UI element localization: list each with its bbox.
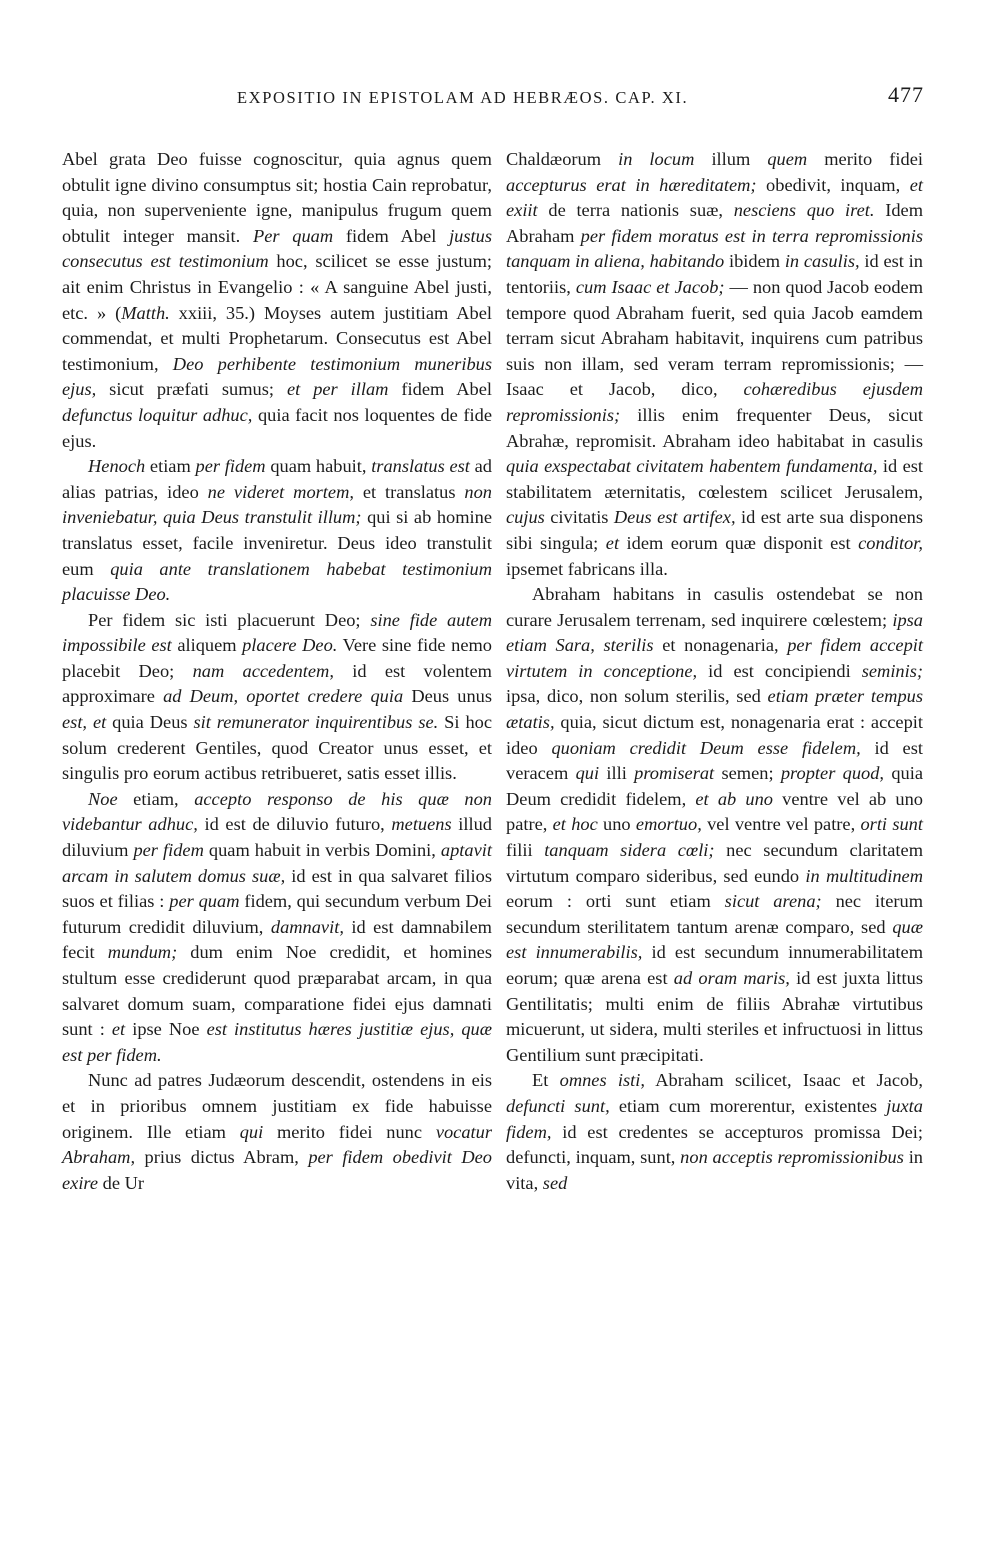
italic-text: ad oram maris, — [673, 968, 790, 988]
italic-text: defuncti sunt, — [506, 1095, 610, 1116]
text-run: Abraham scilicet, Isaac et Jacob, — [644, 1070, 923, 1091]
italic-text: Matth. — [121, 302, 170, 323]
text-run: illum — [694, 149, 768, 169]
text-run: eorum : orti sunt etiam — [506, 891, 725, 912]
italic-text: nesciens quo iret. — [733, 200, 875, 221]
text-run: id est veracem — [506, 737, 923, 784]
paragraph — [62, 454, 492, 608]
text-run: Per fidem sic isti placuerunt Deo; — [88, 609, 371, 630]
text-run: aliquem — [171, 635, 243, 656]
text-run: Abel grata Deo fuisse cognoscitur, quia agnus quem obtulit igne divino consumptus sit; hostia Cain reprobatur, quia, non superveniente igne, manipulus frugum quem obtulit integer mansit. — [62, 149, 492, 246]
italic-text: sed — [542, 1172, 568, 1193]
italic-text: est institutus hæres justitiæ ejus, quæ est per fidem. — [62, 1019, 493, 1065]
text-run: illud diluvium — [62, 814, 492, 861]
italic-text: quoniam credidit Deum esse fidelem, — [551, 737, 861, 758]
italic-text: qui — [575, 763, 600, 784]
italic-text: Noe — [88, 788, 118, 809]
italic-text: omnes isti, — [559, 1070, 645, 1091]
text-run: id est in tentoriis, — [506, 251, 923, 297]
paragraph — [506, 582, 923, 1068]
text-run: ibidem — [724, 251, 785, 272]
text-run: Deus unus — [403, 686, 492, 707]
italic-text: quem — [767, 149, 808, 169]
text-run: id est secundum innumerabilitatem eorum; quæ arena est — [506, 942, 924, 988]
running-title: EXPOSITIO IN EPISTOLAM AD HEBRÆOS. CAP. XI. — [237, 88, 689, 107]
italic-text: ipsa etiam Sara, sterilis — [506, 609, 923, 656]
italic-text: promiserat — [634, 763, 715, 784]
text-run: quam habuit, — [265, 456, 372, 477]
text-run: qui si ab homine translatus esset, facile inveniretur. Deus ideo transtulit eum — [62, 507, 492, 579]
italic-text: cujus — [506, 507, 545, 528]
text-run: Nunc ad patres Judæorum descendit, ostendens in eis et in prioribus omnem justitiam ex fide habuisse originem. Ille etiam — [62, 1070, 492, 1142]
page-header — [62, 82, 924, 118]
italic-text: et hoc — [552, 814, 598, 835]
italic-text: et per illam — [286, 379, 389, 400]
text-run: hoc, scilicet se esse justum; ait enim Christus in Evangelio : « A sanguine Abel justi, etc. » ( — [62, 251, 492, 323]
italic-text: et ab uno — [695, 788, 773, 809]
text-run: illi — [599, 763, 635, 784]
italic-text: aptavit arcam in salutem domus suæ, — [62, 840, 492, 886]
text-run: filii — [506, 840, 545, 861]
text-run: de Ur — [98, 1172, 145, 1193]
text-run: quia, sicut dictum est, nonagenaria erat : accepit ideo — [506, 712, 923, 758]
italic-text: in locum — [618, 149, 695, 169]
italic-text: nam accedentem, — [192, 660, 334, 681]
text-run: de terra nationis suæ, — [537, 200, 734, 221]
text-run: in vita, — [506, 1147, 923, 1193]
text-run: — non quod Jacob eodem tempore quod Abraham fuerit, sed quia Jacob eamdem terram sicut Abraham habitavit, inquirens cum patribus suis non illam, sed veram terram repromissionis; — Isaac et Jacob, dico, — [506, 276, 924, 400]
text-run: idem eorum quæ disponit est — [619, 532, 859, 553]
text-run: xxiii, 35.) Moyses autem justitiam Abel commendat, et multi Prophetarum. Consecutus est Abel testimonium, — [62, 302, 492, 374]
page-number: 477 — [888, 82, 924, 107]
italic-text: Deo perhibente testimonium muneribus ejus, — [62, 353, 492, 400]
text-run: obedivit, inquam, — [756, 174, 910, 195]
text-run: nec iterum secundum sterilitatem tantum arenæ comparo, sed — [506, 891, 924, 937]
italic-text: placere Deo. — [242, 635, 338, 656]
text-run: quia facit nos loquentes de fide ejus. — [62, 404, 492, 451]
text-run: quam habuit in verbis Domini, — [203, 840, 441, 861]
text-run: et translatus — [353, 481, 465, 502]
text-run: fidem, qui secundum verbum Dei futurum credidit diluvium, — [62, 891, 493, 937]
italic-text: emortuo, — [635, 814, 702, 835]
text-run: semen; — [714, 763, 781, 784]
text-run: etiam — [145, 456, 196, 477]
italic-text: est, et — [62, 712, 107, 733]
italic-text: Deus est artifex, — [613, 507, 736, 528]
text-run: Idem Abraham — [506, 200, 923, 246]
paragraph — [62, 1068, 492, 1196]
text-run: Chaldæorum — [506, 149, 619, 169]
italic-text: per quam — [169, 891, 240, 912]
text-run: Vere sine fide nemo placebit Deo; — [62, 635, 492, 681]
italic-text: non inveniebatur, quia Deus transtulit illum; — [62, 481, 492, 528]
left-column — [62, 147, 492, 1196]
italic-text: orti sunt — [860, 814, 923, 835]
italic-text: quæ est innumerabilis, — [506, 916, 923, 963]
text-run: id est credentes se accepturos promissa Dei; defuncti, inquam, sunt, — [506, 1121, 923, 1168]
italic-text: ad Deum, oportet credere quia — [163, 686, 404, 707]
italic-text: tanquam sidera cœli; — [544, 840, 715, 861]
italic-text: sit remunerator inquirentibus se. — [193, 712, 439, 733]
text-run: ventre vel ab uno patre, — [506, 788, 923, 835]
text-run: id est stabilitatem æternitatis, cœlestem scilicet Jerusalem, — [506, 456, 923, 502]
italic-text: vocatur Abraham, — [62, 1121, 492, 1168]
italic-text: et exiit — [506, 174, 923, 221]
text-run: et nonagenaria, — [653, 635, 788, 656]
text-run: nec secundum claritatem virtutum comparo sideribus, sed eundo — [506, 840, 924, 886]
right-column — [506, 147, 923, 1196]
text-run: vel ventre vel patre, — [701, 814, 861, 835]
italic-text: per fidem moratus est in terra repromissionis tanquam in aliena, habitando — [506, 225, 923, 272]
paragraph — [62, 147, 492, 454]
paragraph — [62, 608, 492, 787]
text-run: id est de diluvio futuro, — [197, 814, 392, 835]
italic-text: Henoch — [88, 456, 146, 477]
text-run: civitatis — [544, 507, 614, 528]
italic-text: defunctus loquitur adhuc, — [62, 404, 253, 425]
italic-text: per fidem accepit virtutem in conceptione, — [506, 635, 923, 681]
italic-text: accepturus erat in hæreditatem; — [506, 174, 757, 195]
text-run: etiam, — [117, 788, 195, 809]
text-run: prius dictus Abram, — [135, 1147, 309, 1168]
italic-text: qui — [239, 1121, 264, 1142]
italic-text: et — [111, 1019, 126, 1040]
paragraph — [506, 147, 923, 582]
italic-text: metuens — [391, 814, 452, 835]
italic-text: per fidem — [133, 840, 204, 861]
text-run: fidem Abel — [388, 379, 492, 400]
italic-text: mundum; — [107, 942, 178, 963]
italic-text: conditor, — [858, 532, 923, 553]
italic-text: non acceptis repromissionibus — [680, 1147, 904, 1168]
text-run: illis enim frequenter Deus, sicut Abrahæ, repromisit. Abraham ideo habitabat in casulis — [506, 404, 923, 451]
text-run: ipse Noe — [125, 1019, 207, 1040]
italic-text: per fidem obedivit Deo exire — [62, 1147, 492, 1193]
text-run: merito fidei nunc — [263, 1121, 436, 1142]
italic-text: Per quam — [252, 225, 334, 246]
text-run: Et — [532, 1070, 560, 1091]
text-run: dum enim Noe credidit, et homines stultum esse crediderunt quod præparabat arcam, in qua salvaret domum suam, comparatione fidei ejus damnati sunt : — [62, 942, 492, 1040]
text-run: ipsemet fabricans illa. — [506, 558, 668, 579]
text-run: quia Deum credidit fidelem, — [506, 763, 923, 809]
paragraph — [506, 1068, 923, 1196]
text-run: id est concipiendi — [697, 660, 862, 681]
text-run: merito fidei — [807, 149, 923, 169]
italic-text: cum Isaac et Jacob; — [575, 276, 725, 297]
italic-text: translatus est — [371, 456, 470, 477]
text-run: uno — [597, 814, 636, 835]
text-run: id est damnabilem fecit — [62, 916, 492, 963]
text-run: id est volentem approximare — [62, 660, 492, 707]
italic-text: in multitudinem — [805, 865, 923, 886]
text-run: ad alias patrias, ideo — [62, 456, 492, 502]
italic-text: accepto responso de his quæ non videbantur adhuc, — [62, 788, 492, 835]
italic-text: justus consecutus est testimonium — [62, 225, 492, 272]
text-run: id est arte sua disponens sibi singula; — [506, 507, 924, 553]
text-run: Si hoc solum crederent Gentiles, quod Creator unus esset, et singulis pro eorum actibus retribueret, satis esset illis. — [62, 712, 492, 784]
italic-text: damnavit, — [270, 916, 344, 937]
paragraph — [62, 787, 492, 1069]
italic-text: quia exspectabat civitatem habentem fundamenta, — [506, 456, 878, 477]
italic-text: et — [605, 532, 620, 553]
italic-text: propter quod, — [780, 763, 885, 784]
text-run: etiam cum morerentur, existentes — [609, 1095, 887, 1116]
italic-text: sicut arena; — [724, 891, 822, 912]
text-run: quia Deus — [106, 712, 194, 733]
text-run: ipsa, dico, non solum sterilis, sed — [506, 686, 768, 707]
text-run: id est in qua salvaret filios suos et filias : — [62, 865, 492, 912]
italic-text: seminis; — [861, 660, 924, 681]
italic-text: cohæredibus ejusdem repromissionis; — [506, 379, 924, 425]
text-run: sicut præfati sumus; — [96, 379, 287, 400]
italic-text: sine fide autem impossibile est — [62, 609, 492, 656]
italic-text: in casulis, — [784, 251, 860, 272]
text-run: Abraham habitans in casulis ostendebat se non curare Jerusalem terrenam, sed inquirere cœlestem; — [506, 584, 923, 630]
italic-text: juxta fidem, — [506, 1095, 923, 1142]
italic-text: quia ante translationem habebat testimonium placuisse Deo. — [62, 558, 493, 605]
italic-text: per fidem — [195, 456, 266, 477]
italic-text: ne videret mortem, — [207, 481, 354, 502]
italic-text: etiam præter tempus ætatis, — [506, 686, 923, 733]
text-run: fidem Abel — [333, 225, 450, 246]
text-run: id est juxta littus Gentilitatis; multi enim de filiis Abrahæ virtutibus micuerunt, ut sidera, multi steriles et infructuosi in littus Gentilium sunt præcipitati. — [506, 968, 923, 1065]
